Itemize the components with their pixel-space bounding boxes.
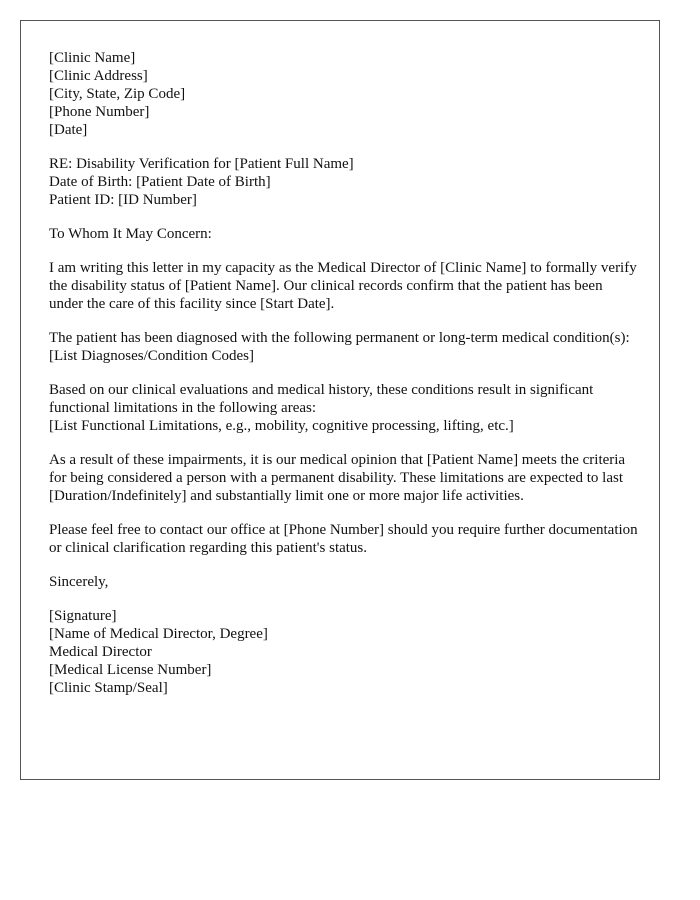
paragraph-limitations xyxy=(49,381,639,435)
paragraph-diagnosis xyxy=(49,329,639,365)
clinic-phone: [Phone Number] xyxy=(49,104,150,120)
signature-block xyxy=(49,607,639,697)
closing: Sincerely, xyxy=(49,574,109,590)
clinic-city-state-zip: [City, State, Zip Code] xyxy=(49,86,186,102)
paragraph-verification: I am writing this letter in my capacity as the Medical Director of [Clinic Name] to formally verify the disability status of [Patient Name]. Our clinical records confirm that the patient has been under the care of this facility since [Start Date]. xyxy=(49,260,637,312)
diagnosis-text: The patient has been diagnosed with the following permanent or long-term medical condition(s): xyxy=(49,330,630,346)
signature-placeholder: [Signature] xyxy=(49,608,117,624)
diagnosis-list: [List Diagnoses/Condition Codes] xyxy=(49,348,254,364)
clinic-stamp: [Clinic Stamp/Seal] xyxy=(49,680,168,696)
reference-block xyxy=(49,155,639,209)
license-number: [Medical License Number] xyxy=(49,662,212,678)
clinic-name: [Clinic Name] xyxy=(49,50,136,66)
limitations-list: [List Functional Limitations, e.g., mobility, cognitive processing, lifting, etc.] xyxy=(49,418,514,434)
re-line: RE: Disability Verification for [Patient Full Name] xyxy=(49,156,354,172)
patient-id-line: Patient ID: [ID Number] xyxy=(49,192,197,208)
clinic-header xyxy=(49,49,639,139)
letter-page xyxy=(20,20,660,780)
salutation: To Whom It May Concern: xyxy=(49,226,212,242)
dob-line: Date of Birth: [Patient Date of Birth] xyxy=(49,174,271,190)
letter-date: [Date] xyxy=(49,122,88,138)
director-name: [Name of Medical Director, Degree] xyxy=(49,626,268,642)
clinic-address: [Clinic Address] xyxy=(49,68,148,84)
director-title: Medical Director xyxy=(49,644,152,660)
limitations-text: Based on our clinical evaluations and medical history, these conditions result in significant functional limitations in the following areas: xyxy=(49,382,594,416)
paragraph-contact: Please feel free to contact our office at [Phone Number] should you require further documentation or clinical clarification regarding this patient's status. xyxy=(49,522,638,556)
paragraph-opinion: As a result of these impairments, it is our medical opinion that [Patient Name] meets the criteria for being considered a person with a permanent disability. These limitations are expected to last [Duration/Indefinitely] and substantially limit one or more major life activities. xyxy=(49,452,626,504)
letter-content xyxy=(49,49,639,713)
